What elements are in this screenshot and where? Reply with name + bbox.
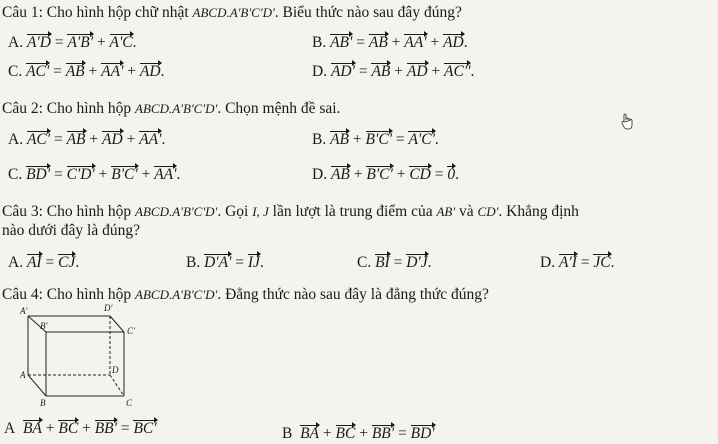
q1-option-a[interactable]: A. A'D = A'B' + A'C. <box>8 34 137 51</box>
parallelepiped-figure <box>0 300 150 420</box>
q3-option-d[interactable]: D. A'I = JC. <box>540 254 615 271</box>
q2-stem: Câu 2: Cho hình hộp ABCD.A'B'C'D'. Chọn mệnh đề sai. <box>2 100 341 117</box>
hand-cursor-icon <box>620 112 634 130</box>
q2-option-a[interactable]: A. AC' = AB + AD + AA'. <box>8 131 166 148</box>
label-c: C <box>126 398 133 408</box>
label-a-prime: A' <box>20 306 28 316</box>
q3-stem: Câu 3: Cho hình hộp ABCD.A'B'C'D'. Gọi I, J lần lượt là trung điểm của AB' và CD'. Khẳng định <box>2 203 579 220</box>
q1-option-c[interactable]: C. AC' = AB + AA' + AD. <box>8 63 165 80</box>
q4-option-a[interactable]: A BA + BC + BB' = BC' <box>4 420 157 437</box>
label-d: D <box>112 365 119 375</box>
label-b-prime: B' <box>40 321 48 331</box>
q3-option-a[interactable]: A. AI = CJ. <box>8 254 80 271</box>
q1-option-d[interactable]: D. AD' = AB + AD + AC''. <box>312 63 475 80</box>
q1-stem: Câu 1: Cho hình hộp chữ nhật ABCD.A'B'C'D'. Biểu thức nào sau đây đúng? <box>2 4 462 21</box>
label-a: A <box>20 370 26 380</box>
q2-option-c[interactable]: C. BD' = C'D' + B'C' + AA'. <box>8 166 181 183</box>
q4-option-b[interactable]: B BA + BC + BB' = BD' <box>282 425 435 442</box>
q2-option-d[interactable]: D. AB + B'C' + CD = 0. <box>312 166 459 183</box>
q3-option-c[interactable]: C. BI = D'J. <box>357 254 432 271</box>
label-c-prime: C' <box>127 326 135 336</box>
q4-stem: Câu 4: Cho hình hộp ABCD.A'B'C'D'. Đẳng thức nào sau đây là đẳng thức đúng? <box>2 286 489 303</box>
label-b: B <box>40 398 46 408</box>
label-d-prime: D' <box>104 303 113 313</box>
q2-option-b[interactable]: B. AB + B'C' = A'C'. <box>312 131 439 148</box>
q3-stem-line2: nào dưới đây là đúng? <box>2 222 140 239</box>
q3-option-b[interactable]: B. D'A' = IJ. <box>186 254 264 271</box>
q1-option-b[interactable]: B. AB' = AB + AA' + AD. <box>312 34 468 51</box>
